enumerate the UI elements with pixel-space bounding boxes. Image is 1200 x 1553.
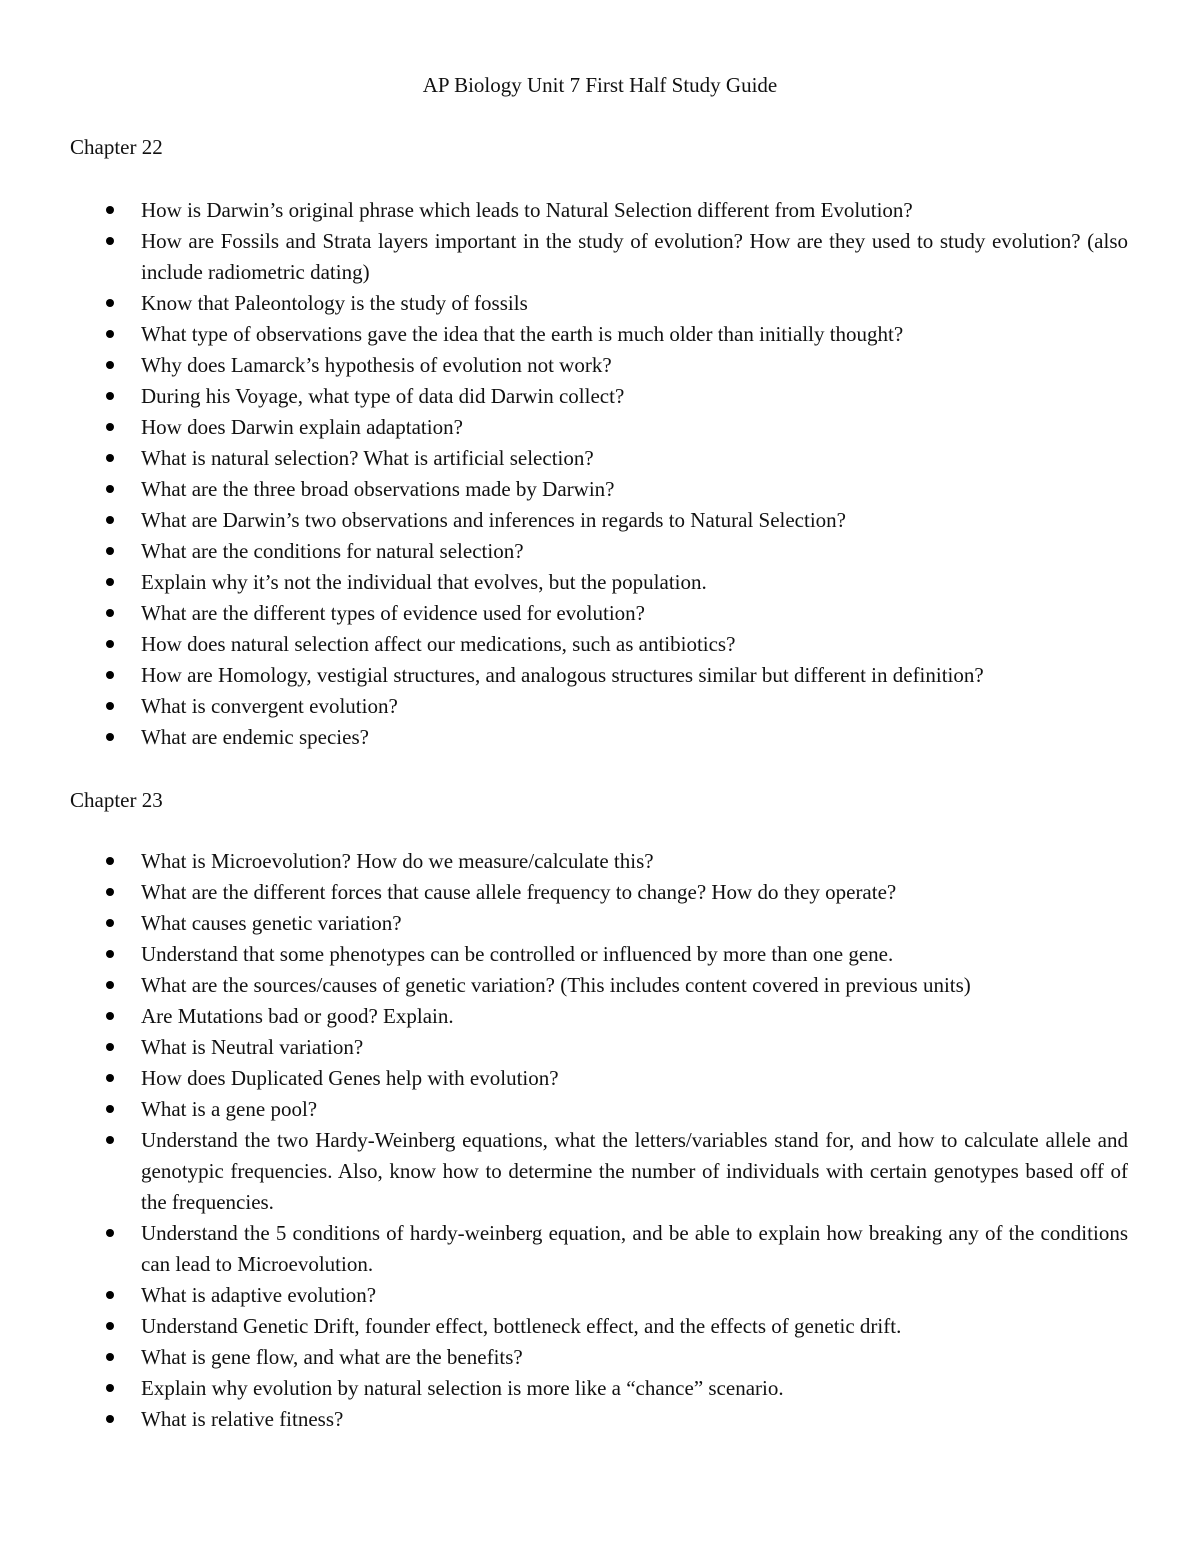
question-text: What is gene flow, and what are the benefits?: [141, 1345, 523, 1369]
question-list-item: [0, 691, 1128, 722]
question-list-item: [0, 1063, 1128, 1094]
question-list-item: [0, 319, 1128, 350]
question-list-item: [0, 629, 1128, 660]
chapter-22-question-list: [0, 195, 1200, 753]
question-text: What are the conditions for natural selection?: [141, 539, 524, 563]
question-text: How is Darwin’s original phrase which leads to Natural Selection different from Evolution?: [141, 198, 913, 222]
question-list-item: [0, 1218, 1128, 1280]
question-text: What is natural selection? What is artificial selection?: [141, 446, 594, 470]
bullet-icon: [106, 640, 114, 648]
question-list-item: [0, 598, 1128, 629]
question-text: Explain why it’s not the individual that evolves, but the population.: [141, 570, 707, 594]
question-text: What is Microevolution? How do we measure/calculate this?: [141, 849, 654, 873]
bullet-icon: [106, 1136, 114, 1144]
bullet-icon: [106, 1074, 114, 1082]
question-list-item: [0, 846, 1128, 877]
question-text: What is Neutral variation?: [141, 1035, 364, 1059]
chapter-22-heading: Chapter 22: [70, 135, 163, 159]
question-text: What are the different types of evidence used for evolution?: [141, 601, 645, 625]
bullet-icon: [106, 1229, 114, 1237]
question-list-item: [0, 970, 1128, 1001]
question-list-item: [0, 1342, 1128, 1373]
question-list-item: [0, 505, 1128, 536]
bullet-icon: [106, 361, 114, 369]
question-text: Understand the 5 conditions of hardy-weinberg equation, and be able to explain how breaking any of the conditions can lead to Microevolution.: [141, 1221, 1128, 1276]
question-text: What is a gene pool?: [141, 1097, 318, 1121]
bullet-icon: [106, 671, 114, 679]
question-text: How does natural selection affect our medications, such as antibiotics?: [141, 632, 736, 656]
question-list-item: [0, 722, 1128, 753]
question-list-item: [0, 660, 1128, 691]
question-text: What is adaptive evolution?: [141, 1283, 377, 1307]
bullet-icon: [106, 237, 114, 245]
bullet-icon: [106, 1043, 114, 1051]
question-list-item: [0, 908, 1128, 939]
question-text: What are endemic species?: [141, 725, 369, 749]
bullet-icon: [106, 547, 114, 555]
question-text: What causes genetic variation?: [141, 911, 402, 935]
bullet-icon: [106, 950, 114, 958]
question-text: What is convergent evolution?: [141, 694, 398, 718]
question-text: How does Darwin explain adaptation?: [141, 415, 463, 439]
document-title: AP Biology Unit 7 First Half Study Guide: [422, 73, 778, 97]
bullet-icon: [106, 454, 114, 462]
question-text: Understand that some phenotypes can be controlled or influenced by more than one gene.: [141, 942, 894, 966]
bullet-icon: [106, 609, 114, 617]
question-list-item: [0, 350, 1128, 381]
bullet-icon: [106, 1105, 114, 1113]
question-list-item: [0, 226, 1128, 288]
bullet-icon: [106, 330, 114, 338]
question-list-item: [0, 1373, 1128, 1404]
question-list-item: [0, 474, 1128, 505]
question-text: Are Mutations bad or good? Explain.: [141, 1004, 454, 1028]
question-text: Know that Paleontology is the study of fossils: [141, 291, 528, 315]
bullet-icon: [106, 392, 114, 400]
bullet-icon: [106, 578, 114, 586]
bullet-icon: [106, 888, 114, 896]
bullet-icon: [106, 516, 114, 524]
question-text: What is relative fitness?: [141, 1407, 344, 1431]
bullet-icon: [106, 733, 114, 741]
question-list-item: [0, 939, 1128, 970]
question-text: How are Homology, vestigial structures, and analogous structures similar but different in definition?: [141, 663, 984, 687]
question-text: What are the different forces that cause allele frequency to change? How do they operate?: [141, 880, 897, 904]
question-list-item: [0, 1001, 1128, 1032]
question-list-item: [0, 288, 1128, 319]
bullet-icon: [106, 702, 114, 710]
question-text: Why does Lamarck’s hypothesis of evolution not work?: [141, 353, 612, 377]
question-list-item: [0, 1311, 1128, 1342]
bullet-icon: [106, 1012, 114, 1020]
question-list-item: [0, 567, 1128, 598]
question-list-item: [0, 536, 1128, 567]
question-list-item: [0, 1125, 1128, 1218]
question-text: What are the sources/causes of genetic variation? (This includes content covered in previous units): [141, 973, 971, 997]
bullet-icon: [106, 206, 114, 214]
bullet-icon: [106, 981, 114, 989]
bullet-icon: [106, 1322, 114, 1330]
question-list-item: [0, 1094, 1128, 1125]
question-text: How does Duplicated Genes help with evolution?: [141, 1066, 559, 1090]
question-text: Explain why evolution by natural selection is more like a “chance” scenario.: [141, 1376, 784, 1400]
question-text: What are the three broad observations made by Darwin?: [141, 477, 615, 501]
question-list-item: [0, 443, 1128, 474]
question-list-item: [0, 1280, 1128, 1311]
question-text: During his Voyage, what type of data did Darwin collect?: [141, 384, 625, 408]
question-list-item: [0, 1404, 1128, 1435]
question-text: What type of observations gave the idea that the earth is much older than initially thought?: [141, 322, 904, 346]
question-text: What are Darwin’s two observations and inferences in regards to Natural Selection?: [141, 508, 846, 532]
question-text: How are Fossils and Strata layers important in the study of evolution? How are they used to study evolution? (also include radiometric dating): [141, 229, 1128, 284]
chapter-23-heading: Chapter 23: [70, 788, 163, 812]
bullet-icon: [106, 485, 114, 493]
question-list-item: [0, 412, 1128, 443]
chapter-23-question-list: [0, 846, 1200, 1435]
question-list-item: [0, 195, 1128, 226]
question-list-item: [0, 1032, 1128, 1063]
bullet-icon: [106, 423, 114, 431]
bullet-icon: [106, 919, 114, 927]
question-text: Understand Genetic Drift, founder effect, bottleneck effect, and the effects of genetic drift.: [141, 1314, 902, 1338]
question-list-item: [0, 381, 1128, 412]
bullet-icon: [106, 1384, 114, 1392]
bullet-icon: [106, 1415, 114, 1423]
question-text: Understand the two Hardy-Weinberg equations, what the letters/variables stand for, and how to calculate allele and genotypic frequencies. Also, know how to determine the number of individuals with certain genotypes based off of the frequencies.: [141, 1128, 1128, 1214]
bullet-icon: [106, 1291, 114, 1299]
question-list-item: [0, 877, 1128, 908]
bullet-icon: [106, 1353, 114, 1361]
bullet-icon: [106, 299, 114, 307]
bullet-icon: [106, 857, 114, 865]
